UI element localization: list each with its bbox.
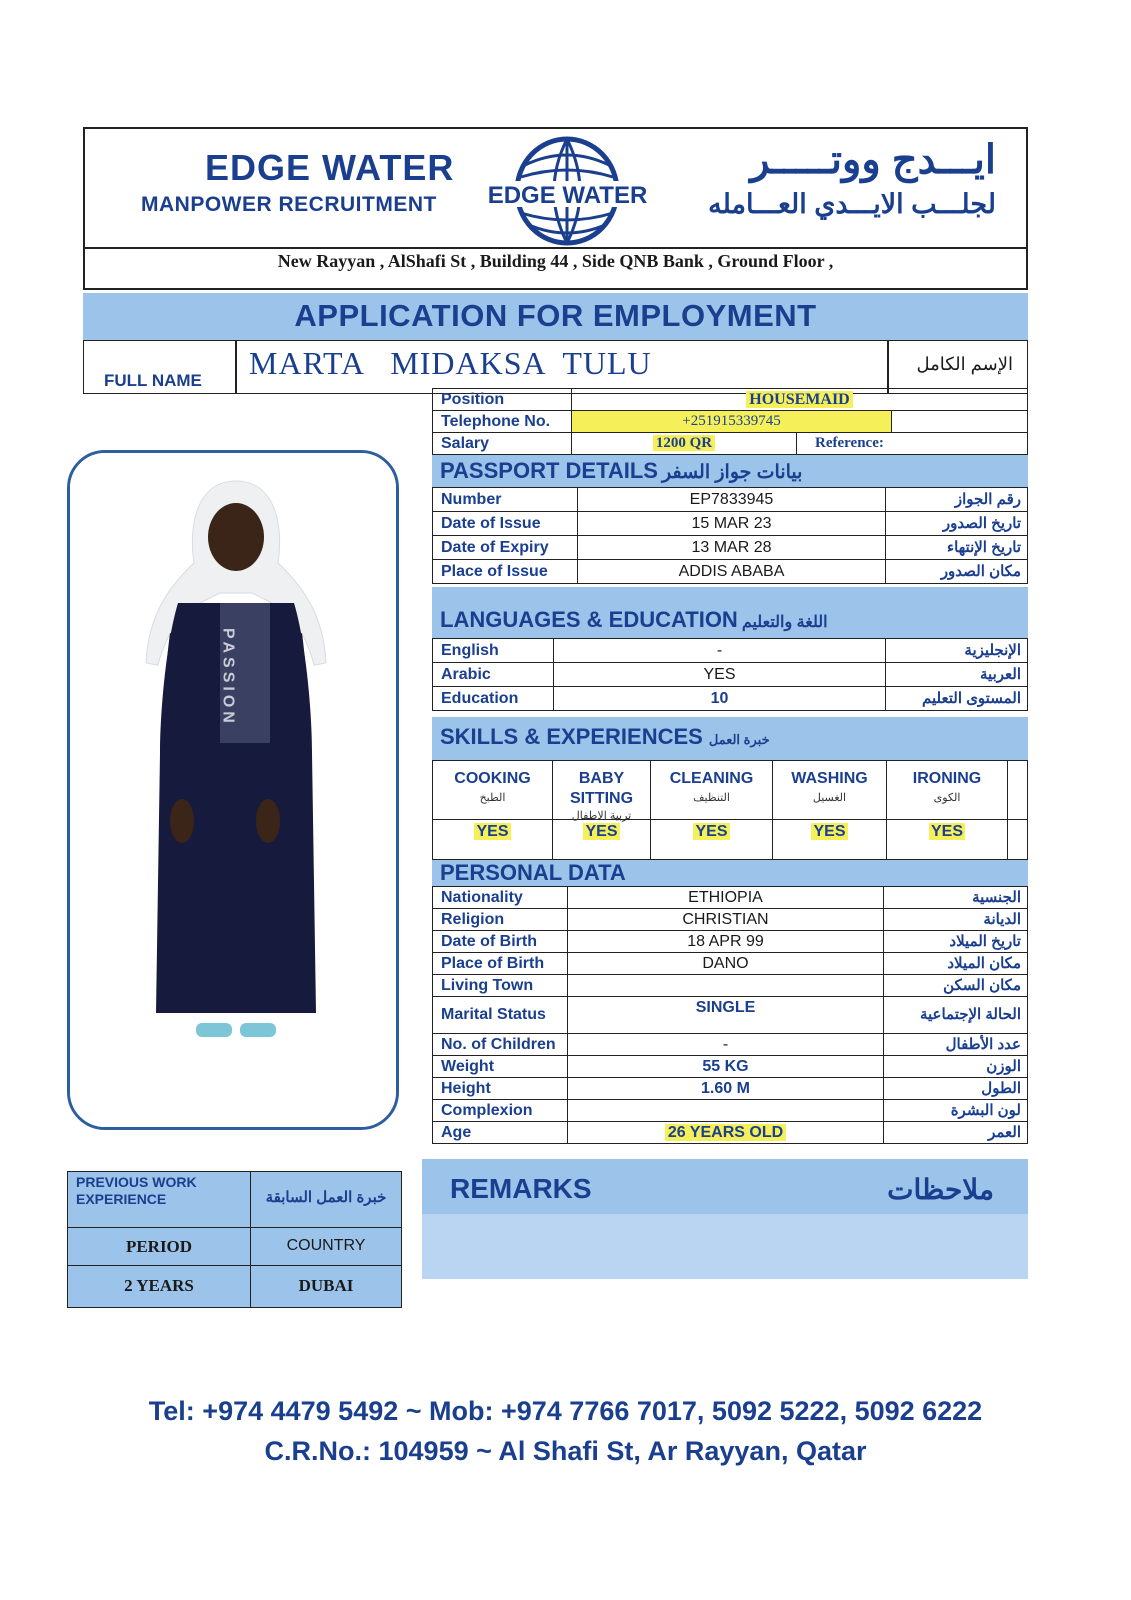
row-value: - <box>567 1033 884 1056</box>
skill-value: YES <box>476 823 509 840</box>
skill-column <box>433 761 553 859</box>
table-row <box>432 952 1028 975</box>
row-label-ar: عدد الأطفال <box>883 1033 1028 1056</box>
row-value: 18 APR 99 <box>567 930 884 953</box>
skills-title-ar: خبرة العمل <box>708 732 770 747</box>
reference-label: Reference: <box>796 432 1028 455</box>
salary-value: 1200 QR <box>653 435 715 451</box>
table-row <box>432 662 1028 687</box>
skill-value-cell <box>773 823 886 841</box>
row-value: CHRISTIAN <box>567 908 884 931</box>
row-label-ar: تاريخ الميلاد <box>883 930 1028 953</box>
shirt-text: PASSION <box>219 628 237 727</box>
header-divider <box>85 289 1026 290</box>
languages-title: LANGUAGES & EDUCATION اللغة والتعليم <box>440 607 828 632</box>
skill-value: YES <box>695 823 728 840</box>
passport-title: PASSPORT DETAILS بيانات جواز السفر <box>440 458 803 483</box>
salary-row <box>432 432 1028 455</box>
form-title-bar <box>83 293 1028 340</box>
skill-column <box>887 761 1008 859</box>
skill-value: YES <box>585 823 618 840</box>
remarks-header <box>422 1159 1028 1214</box>
row-label-ar: الديانة <box>883 908 1028 931</box>
row-label-ar: الحالة الإجتماعية <box>883 996 1028 1034</box>
row-label-ar: مكان الصدور <box>885 559 1028 584</box>
row-value: YES <box>553 662 886 687</box>
full-name-label: FULL NAME <box>104 371 202 390</box>
skill-name-line2: SITTING <box>569 790 634 807</box>
row-label: Religion <box>432 908 568 931</box>
period-value-cell <box>67 1265 251 1308</box>
row-label: Age <box>432 1121 568 1144</box>
previous-work-title-cell <box>67 1171 251 1228</box>
row-label: Place of Issue <box>432 559 578 584</box>
row-label: Nationality <box>432 886 568 909</box>
brand-tagline-ar: لجلـــب الايـــدي العـــامله <box>708 189 996 219</box>
skill-name <box>773 769 886 789</box>
row-label: Complexion <box>432 1099 568 1122</box>
table-row <box>432 908 1028 931</box>
row-value: DANO <box>567 952 884 975</box>
row-label: Date of Expiry <box>432 535 578 560</box>
globe-logo-icon <box>485 135 650 247</box>
passport-section-header <box>432 455 1028 487</box>
country-value-cell <box>250 1265 402 1308</box>
skill-column <box>773 761 887 859</box>
table-row <box>432 1055 1028 1078</box>
row-label-ar: رقم الجواز <box>885 487 1028 512</box>
row-value: 15 MAR 23 <box>577 511 886 536</box>
skill-name-line1: WASHING <box>791 770 868 787</box>
skill-value: YES <box>930 823 963 840</box>
table-row <box>432 1077 1028 1100</box>
skill-name-ar: الكوى <box>933 792 961 804</box>
skill-name-line1: COOKING <box>454 770 531 787</box>
telephone-value: +251915339745 <box>571 410 892 433</box>
skill-name-line1: BABY <box>578 770 625 787</box>
skill-name-line1: CLEANING <box>669 770 754 787</box>
row-label-ar: المستوى التعليم <box>885 686 1028 711</box>
row-label: Date of Birth <box>432 930 568 953</box>
row-label-ar: الطول <box>883 1077 1028 1100</box>
skill-name <box>433 769 552 789</box>
skill-name <box>553 769 650 809</box>
languages-section-header <box>432 587 1028 638</box>
row-label-ar: لون البشرة <box>883 1099 1028 1122</box>
row-value: EP7833945 <box>577 487 886 512</box>
footer-contact: Tel: +974 4479 5492 ~ Mob: +974 7766 7017, 5092 5222, 5092 6222 <box>148 1396 983 1426</box>
row-value: 10 <box>553 686 886 711</box>
full-name-ar-cell <box>888 340 1028 394</box>
period-header: PERIOD <box>125 1237 193 1256</box>
skill-name-ar: التنظيف <box>693 792 730 804</box>
table-row <box>432 559 1028 584</box>
row-value <box>567 1121 884 1144</box>
remarks-label: REMARKS <box>450 1173 592 1204</box>
skills-section-header <box>432 717 1028 760</box>
previous-work-title-ar-cell <box>250 1171 402 1228</box>
applicant-photo-illustration <box>70 453 399 1130</box>
row-value <box>567 1099 884 1122</box>
remarks-label-ar: ملاحظات <box>887 1174 994 1205</box>
personal-section-header <box>432 860 1028 886</box>
table-row <box>432 686 1028 711</box>
full-name-label-ar: الإسم الكامل <box>916 354 1013 374</box>
row-label-ar: العربية <box>885 662 1028 687</box>
row-value <box>567 974 884 997</box>
footer-registration: C.R.No.: 104959 ~ Al Shafi St, Ar Rayyan, Qatar <box>264 1436 867 1466</box>
telephone-row <box>432 410 1028 433</box>
row-value: SINGLE <box>567 996 884 1034</box>
table-row <box>432 1099 1028 1122</box>
row-value-highlight: 26 YEARS OLD <box>665 1124 786 1141</box>
row-label: Living Town <box>432 974 568 997</box>
country-header-cell <box>250 1227 402 1266</box>
skills-title: SKILLS & EXPERIENCES خبرة العمل <box>440 724 770 749</box>
position-label: Position <box>432 388 572 411</box>
full-name-label-cell <box>83 340 236 394</box>
skill-value-cell <box>433 823 552 841</box>
brand-name-ar: ايـــدج ووتـــــر <box>750 138 996 182</box>
skills-table <box>432 760 1028 860</box>
previous-work-title: PREVIOUS WORK EXPERIENCE <box>76 1174 197 1207</box>
position-value: HOUSEMAID <box>746 391 852 408</box>
table-row <box>432 886 1028 909</box>
skill-name-ar: الطبخ <box>479 792 506 804</box>
personal-title: PERSONAL DATA <box>440 860 626 885</box>
row-label-ar: الجنسية <box>883 886 1028 909</box>
position-row <box>432 388 1028 411</box>
row-label-ar: مكان الميلاد <box>883 952 1028 975</box>
row-value: ETHIOPIA <box>567 886 884 909</box>
remarks-box <box>422 1159 1028 1279</box>
full-name-value-cell <box>236 340 888 394</box>
skill-name-line1: IRONING <box>912 770 982 787</box>
passport-title-ar: بيانات جواز السفر <box>661 462 803 483</box>
languages-title-ar: اللغة والتعليم <box>741 614 828 631</box>
salary-label: Salary <box>432 432 572 455</box>
period-value: 2 YEARS <box>124 1276 194 1295</box>
table-row <box>432 1033 1028 1056</box>
row-value: - <box>553 638 886 663</box>
skill-column <box>553 761 651 859</box>
skill-name <box>887 769 1007 789</box>
row-label-ar: الإنجليزية <box>885 638 1028 663</box>
skill-name-ar: الغسيل <box>812 792 847 804</box>
position-value-cell <box>571 388 1028 411</box>
row-label-ar: العمر <box>883 1121 1028 1144</box>
row-label: Marital Status <box>432 996 568 1034</box>
skill-value: YES <box>813 823 846 840</box>
country-header: COUNTRY <box>286 1237 366 1254</box>
salary-value-cell <box>571 432 797 455</box>
brand-name-en: EDGE WATER <box>205 147 455 188</box>
row-value: 1.60 M <box>567 1077 884 1100</box>
row-label: English <box>432 638 554 663</box>
row-label: Education <box>432 686 554 711</box>
row-label: Place of Birth <box>432 952 568 975</box>
table-row <box>432 487 1028 512</box>
row-label-ar: مكان السكن <box>883 974 1028 997</box>
row-label: Number <box>432 487 578 512</box>
letterhead <box>83 127 1028 290</box>
telephone-label: Telephone No. <box>432 410 572 433</box>
table-row <box>432 974 1028 997</box>
skill-name-ar: تربية الاطفال <box>571 810 632 822</box>
row-label: No. of Children <box>432 1033 568 1056</box>
skill-value-cell <box>553 823 650 841</box>
row-label: Weight <box>432 1055 568 1078</box>
table-row <box>432 638 1028 663</box>
full-name-value: MARTA MIDAKSA TULU <box>249 345 652 381</box>
applicant-photo <box>67 450 399 1130</box>
table-row <box>432 996 1028 1034</box>
skill-value-cell <box>651 823 772 841</box>
row-value: ADDIS ABABA <box>577 559 886 584</box>
table-row <box>432 511 1028 536</box>
period-header-cell <box>67 1227 251 1266</box>
header-divider <box>85 247 1026 249</box>
previous-work-title-ar: خبرة العمل السابقة <box>265 1189 387 1206</box>
form-title: APPLICATION FOR EMPLOYMENT <box>294 298 817 333</box>
brand-tagline-en: MANPOWER RECRUITMENT <box>141 193 437 216</box>
skill-name <box>651 769 772 789</box>
skill-value-cell <box>887 823 1007 841</box>
row-value: 13 MAR 28 <box>577 535 886 560</box>
row-label: Height <box>432 1077 568 1100</box>
table-row <box>432 930 1028 953</box>
table-row <box>432 1121 1028 1144</box>
telephone-extra-cell <box>891 410 1028 433</box>
row-label-ar: تاريخ الإنتهاء <box>885 535 1028 560</box>
previous-work-table <box>67 1171 401 1307</box>
row-label-ar: الوزن <box>883 1055 1028 1078</box>
logo-text: EDGE WATER <box>487 182 648 209</box>
row-label: Date of Issue <box>432 511 578 536</box>
skill-column <box>651 761 773 859</box>
table-row <box>432 535 1028 560</box>
country-value: DUBAI <box>298 1276 354 1295</box>
row-label: Arabic <box>432 662 554 687</box>
row-label-ar: تاريخ الصدور <box>885 511 1028 536</box>
company-address: New Rayyan , AlShafi St , Building 44 , Side QNB Bank , Ground Floor , <box>277 251 834 271</box>
row-value: 55 KG <box>567 1055 884 1078</box>
